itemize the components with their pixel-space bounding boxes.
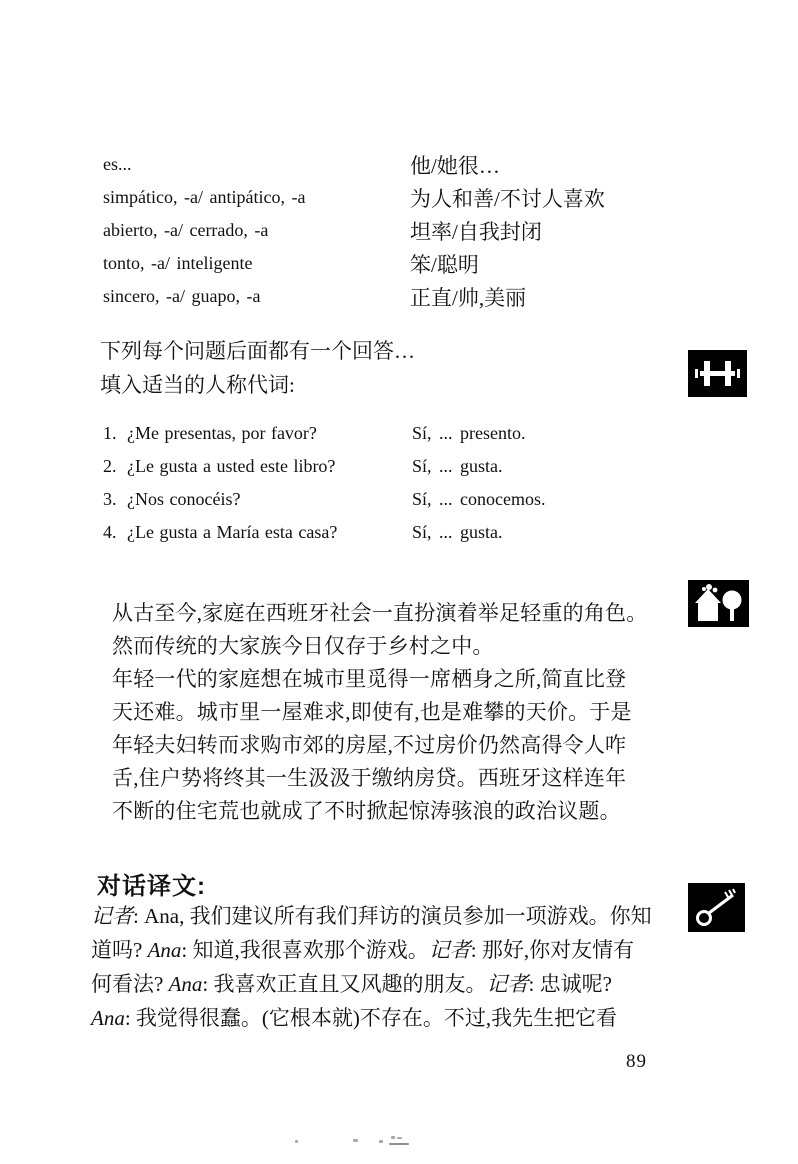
speaker-name: Ana <box>168 972 203 996</box>
culture-line: 年轻一代的家庭想在城市里觅得一席栖身之所,简直比登 <box>112 667 627 691</box>
exercise-list <box>103 421 703 553</box>
vocab-table <box>103 150 663 315</box>
speaker-name: 记者 <box>428 938 471 962</box>
vocab-chinese-text: 正直/帅,美丽 <box>410 286 527 310</box>
dialog-text: : 我觉得很蠢。(它根本就)不存在。不过,我先生把它看 <box>124 1006 618 1030</box>
dialog-text: 道吗? <box>91 938 148 962</box>
culture-line: 然而传统的大家族今日仅存于乡村之中。 <box>112 634 494 658</box>
vocab-row <box>103 183 663 216</box>
dialog-line <box>91 899 691 933</box>
exercise-item <box>103 487 703 520</box>
item-answer: Sí, ... conocemos. <box>412 489 546 509</box>
vocab-chinese-text: 坦率/自我封闭 <box>410 220 542 244</box>
dialog-text: 何看法? <box>91 972 169 996</box>
exercise-item <box>103 454 703 487</box>
bleedthrough-smudge <box>293 1134 423 1148</box>
exercise-item <box>103 421 703 454</box>
culture-line: 从古至今,家庭在西班牙社会一直扮演着举足轻重的角色。 <box>112 601 648 625</box>
item-number: 2. <box>103 456 117 476</box>
dialog-text: : 知道,我很喜欢那个游戏。 <box>181 938 429 962</box>
speaker-name: 记者 <box>486 972 529 996</box>
vocab-chinese-text: 笨/聪明 <box>410 253 479 277</box>
vocab-chinese-text: 为人和善/不讨人喜欢 <box>410 187 605 211</box>
exercise-item <box>103 520 703 553</box>
item-answer: Sí, ... gusta. <box>412 522 503 542</box>
speaker-name: Ana <box>147 938 182 962</box>
item-number: 3. <box>103 489 117 509</box>
culture-paragraph <box>112 597 672 828</box>
speaker-name: Ana <box>91 1006 125 1030</box>
dialog-text: : Ana, 我们建议所有我们拜访的演员参加一项游戏。你知 <box>133 904 652 928</box>
vocab-row <box>103 150 663 183</box>
item-number: 4. <box>103 522 117 542</box>
dialog-text: : 我喜欢正直且又风趣的朋友。 <box>202 972 487 996</box>
dialog-line <box>91 1001 691 1035</box>
item-question: ¿Le gusta a María esta casa? <box>127 522 338 542</box>
dialog-paragraph <box>91 899 691 1035</box>
instruction-line: 填入适当的人称代词: <box>100 373 295 397</box>
vocab-row <box>103 249 663 282</box>
item-answer: Sí, ... gusta. <box>412 456 503 476</box>
dialog-text: : 忠诚呢? <box>528 972 612 996</box>
vocab-row <box>103 282 663 315</box>
culture-line: 舌,住户势将终其一生汲汲于缴纳房贷。西班牙这样连年 <box>112 766 627 790</box>
vocab-spanish-text: tonto, -a/ inteligente <box>103 253 253 273</box>
culture-line: 不断的住宅荒也就成了不时掀起惊涛骇浪的政治议题。 <box>112 799 621 823</box>
house-tree-icon <box>688 580 749 627</box>
vocab-spanish-text: sincero, -a/ guapo, -a <box>103 286 261 306</box>
item-answer: Sí, ... presento. <box>412 423 526 443</box>
item-number: 1. <box>103 423 117 443</box>
culture-line: 年轻夫妇转而求购市郊的房屋,不过房价仍然高得令人咋 <box>112 733 627 757</box>
dialog-line <box>91 967 691 1001</box>
item-question: ¿Me presentas, por favor? <box>127 423 317 443</box>
vocab-spanish-text: abierto, -a/ cerrado, -a <box>103 220 269 240</box>
speaker-name: 记者 <box>91 904 133 928</box>
dialog-text: : 那好,你对友情有 <box>470 938 635 962</box>
dumbbell-icon <box>688 350 747 397</box>
vocab-spanish-text: es... <box>103 154 132 174</box>
dialog-line <box>91 933 691 967</box>
dialog-heading: 对话译文: <box>97 873 206 900</box>
vocab-chinese-text: 他/她很… <box>410 154 500 178</box>
page-number: 89 <box>626 1051 647 1072</box>
item-question: ¿Nos conocéis? <box>127 489 241 509</box>
instruction-line: 下列每个问题后面都有一个回答… <box>100 339 415 363</box>
vocab-row <box>103 216 663 249</box>
culture-line: 天还难。城市里一屋难求,即使有,也是难攀的天价。于是 <box>112 700 632 724</box>
vocab-spanish-text: simpático, -a/ antipático, -a <box>103 187 306 207</box>
exercise-instructions <box>100 334 415 402</box>
key-icon <box>688 883 745 932</box>
item-question: ¿Le gusta a usted este libro? <box>127 456 336 476</box>
